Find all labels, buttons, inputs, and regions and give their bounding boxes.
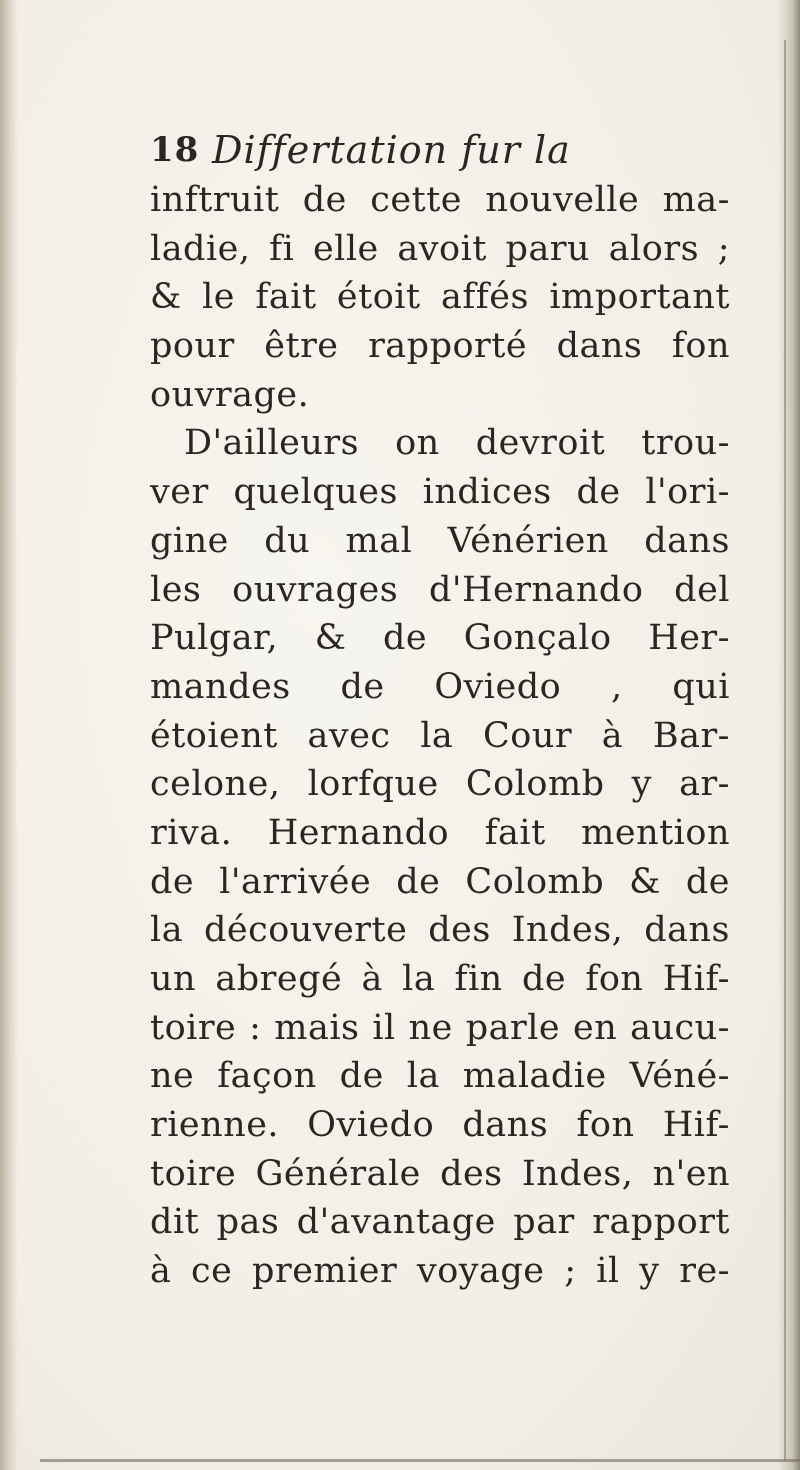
page-edge-shadow [778, 0, 800, 1470]
body-text [150, 176, 730, 1296]
text-line: riva. Hernando fait mention [150, 812, 730, 853]
text-line: mandes de Oviedo , qui [150, 666, 730, 707]
text-line: la découverte des Indes, dans [150, 910, 730, 951]
text-line: à ce premier voyage ; il y re- [150, 1251, 730, 1292]
text-line: ladie, fi elle avoit paru alors ; [150, 228, 730, 269]
text-line: ouvrage. [150, 374, 310, 415]
text-line: toire Générale des Indes, n'en [150, 1153, 730, 1194]
page-number: 18 [150, 130, 200, 170]
text-line: ne façon de la maladie Véné- [150, 1056, 730, 1097]
text-line: gine du mal Vénérien dans [150, 520, 730, 561]
text-line: pour être rapporté dans fon [150, 326, 730, 367]
text-line: celone, lorfque Colomb y ar- [150, 764, 730, 805]
text-line: de l'arrivée de Colomb & de [150, 861, 730, 902]
running-title: Differtation fur la [212, 128, 571, 172]
page-edge-line [784, 40, 786, 1460]
page-header [150, 120, 710, 180]
text-line: ver quelques indices de l'ori- [150, 472, 730, 513]
text-line: les ouvrages d'Hernando del [150, 569, 730, 610]
text-line: dit pas d'avantage par rapport [150, 1202, 730, 1243]
text-line: & le fait étoit affés important [150, 277, 730, 318]
text-line: étoient avec la Cour à Bar- [150, 715, 730, 756]
binding-gutter [0, 0, 18, 1470]
text-line: rienne. Oviedo dans fon Hif- [150, 1105, 730, 1146]
text-line: toire : mais il ne parle en aucu- [150, 1007, 730, 1048]
text-line: un abregé à la fin de fon Hif- [150, 959, 730, 999]
text-line: D'ailleurs on devroit trou- [184, 423, 730, 464]
text-line: Pulgar, & de Gonçalo Her- [150, 618, 730, 659]
text-line: inftruit de cette nouvelle ma- [150, 180, 730, 220]
bottom-edge [40, 1459, 800, 1462]
